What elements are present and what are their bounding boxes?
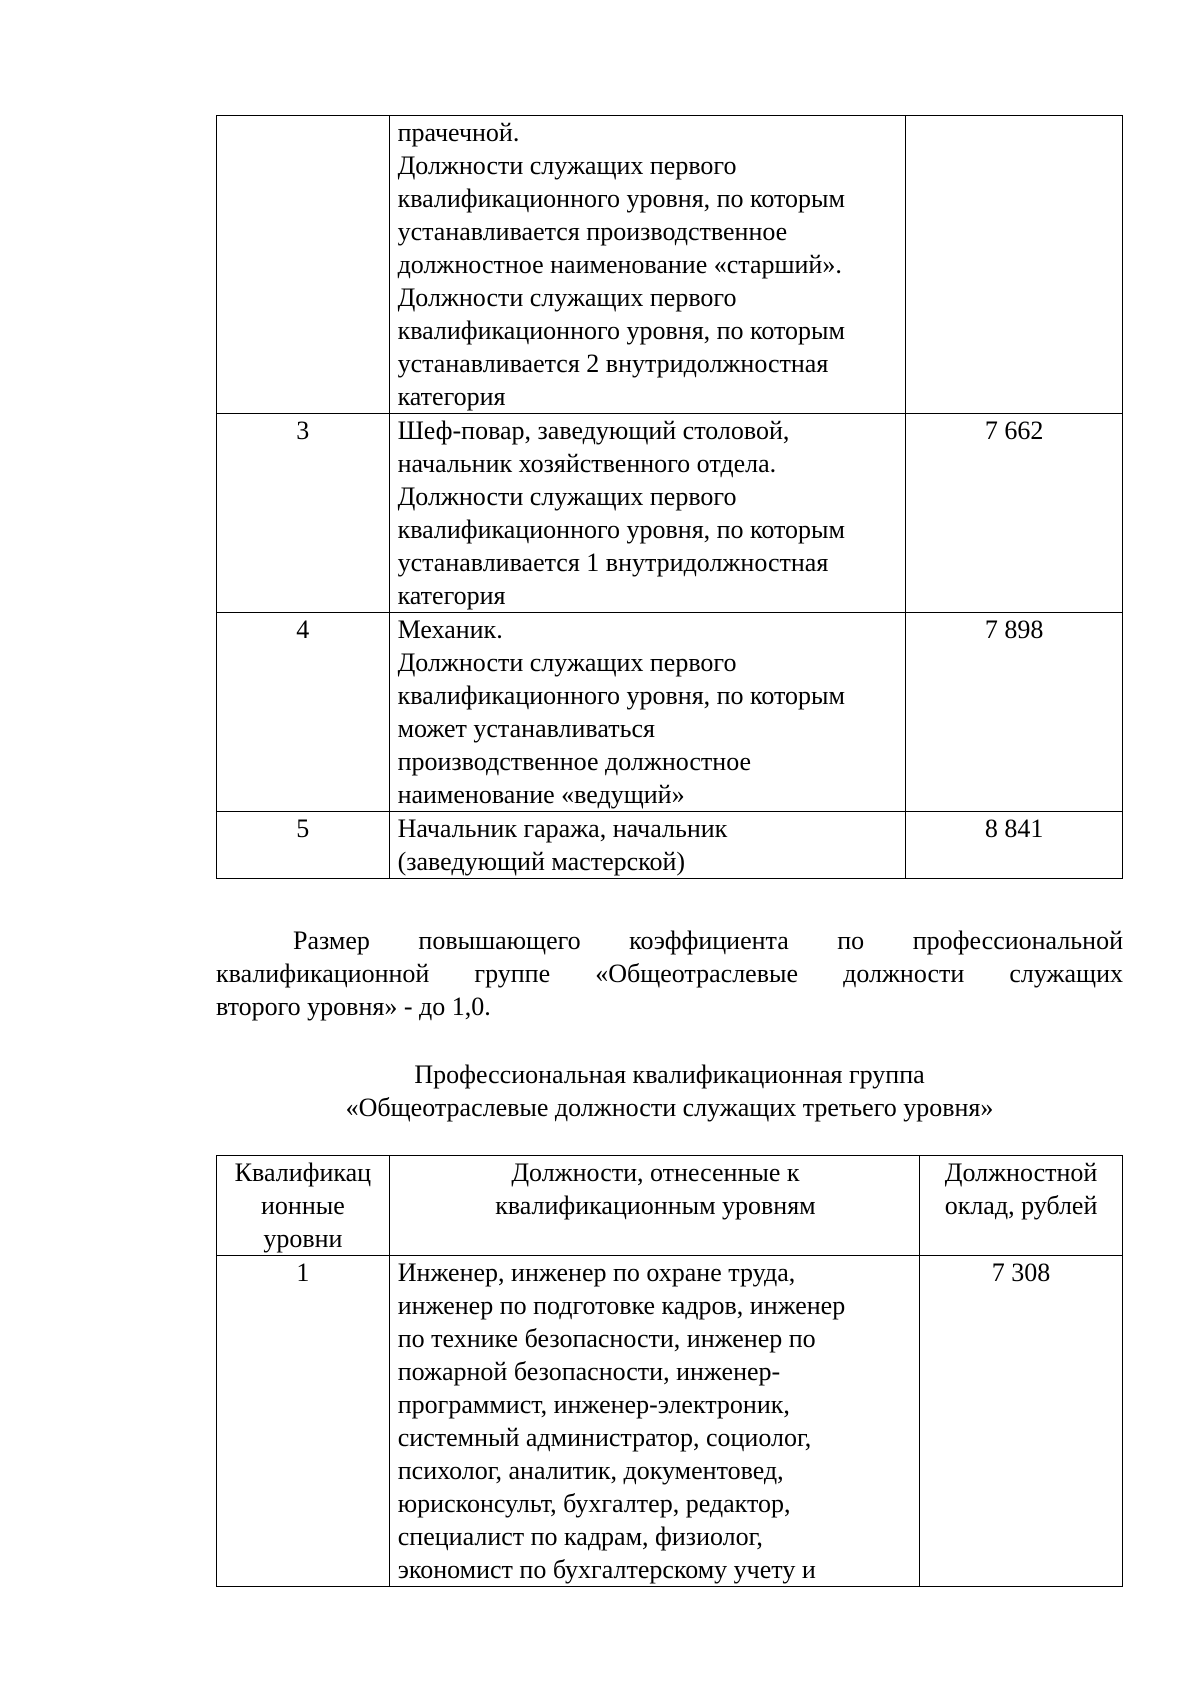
cell-line: производственное должностное [397, 747, 752, 776]
header-line: уровни [263, 1224, 343, 1253]
cell-line: квалификационного уровня, по которым [397, 681, 845, 710]
salary-cell: 7 662 [906, 414, 1123, 613]
cell-line: должностное наименование «старший». [397, 250, 842, 279]
header-line: Должностной [944, 1158, 1098, 1187]
header-line: Должности, отнесенные к [511, 1158, 800, 1187]
table-row [217, 613, 1123, 812]
header-salary [920, 1156, 1123, 1256]
cell-line: программист, инженер-электроник, [397, 1390, 790, 1419]
cell-line: категория [397, 581, 506, 610]
level-cell: 1 [217, 1256, 390, 1587]
cell-line: Должности служащих первого [397, 151, 737, 180]
cell-line: Шеф-повар, заведующий столовой, [397, 416, 790, 445]
salary-cell: 7 898 [906, 613, 1123, 812]
level-cell: 4 [217, 613, 390, 812]
cell-line: устанавливается 1 внутридолжностная [397, 548, 829, 577]
cell-line: по технике безопасности, инженер по [397, 1324, 816, 1353]
cell-line: Начальник гаража, начальник [397, 814, 728, 843]
positions-cell [389, 1256, 919, 1587]
cell-line: Должности служащих первого [397, 482, 737, 511]
cell-line: психолог, аналитик, документовед, [397, 1456, 784, 1485]
heading-line: Профессиональная квалификационная группа [414, 1060, 925, 1089]
cell-line: юрисконсульт, бухгалтер, редактор, [397, 1489, 791, 1518]
cell-line: устанавливается производственное [397, 217, 788, 246]
cell-line: квалификационного уровня, по которым [397, 184, 845, 213]
cell-line: (заведующий мастерской) [397, 847, 686, 876]
header-line: оклад, рублей [944, 1191, 1098, 1220]
paragraph-line: Размер повышающего коэффициента по профессиональной [293, 926, 1123, 955]
cell-line: Должности служащих первого [397, 283, 737, 312]
salary-cell: 8 841 [906, 812, 1123, 879]
cell-line: наименование «ведущий» [397, 780, 685, 809]
positions-cell [389, 116, 906, 414]
cell-line: инженер по подготовке кадров, инженер [397, 1291, 846, 1320]
heading-line: «Общеотраслевые должности служащих третьего уровня» [345, 1093, 994, 1122]
cell-line: квалификационного уровня, по которым [397, 316, 845, 345]
salary-table-second-level [216, 115, 1123, 879]
header-line: ионные [260, 1191, 345, 1220]
header-positions [389, 1156, 919, 1256]
positions-cell [389, 812, 906, 879]
cell-line: Механик. [397, 615, 503, 644]
salary-cell [906, 116, 1123, 414]
cell-line: может устанавливаться [397, 714, 655, 743]
section-heading [216, 1058, 1123, 1124]
cell-line: экономист по бухгалтерскому учету и [397, 1555, 816, 1584]
cell-line: специалист по кадрам, физиолог, [397, 1522, 763, 1551]
cell-line: категория [397, 382, 506, 411]
level-cell [217, 116, 390, 414]
level-cell: 5 [217, 812, 390, 879]
table-row [217, 116, 1123, 414]
cell-line: системный администратор, социолог, [397, 1423, 812, 1452]
paragraph-line: квалификационной группе «Общеотраслевые должности служащих [216, 959, 1123, 988]
table-row [217, 812, 1123, 879]
level-cell: 3 [217, 414, 390, 613]
header-line: Квалификац [234, 1158, 372, 1187]
positions-cell [389, 414, 906, 613]
header-line: квалификационным уровням [495, 1191, 816, 1220]
table-row [217, 1256, 1123, 1587]
positions-cell [389, 613, 906, 812]
table-row [217, 414, 1123, 613]
salary-table-third-level [216, 1155, 1123, 1587]
coefficient-paragraph [216, 924, 1123, 1023]
paragraph-line: второго уровня» - до 1,0. [216, 992, 491, 1021]
cell-line: Инженер, инженер по охране труда, [397, 1258, 796, 1287]
cell-line: Должности служащих первого [397, 648, 737, 677]
cell-line: квалификационного уровня, по которым [397, 515, 845, 544]
cell-line: пожарной безопасности, инженер- [397, 1357, 781, 1386]
salary-cell: 7 308 [920, 1256, 1123, 1587]
cell-line: прачечной. [397, 118, 520, 147]
cell-line: устанавливается 2 внутридолжностная [397, 349, 829, 378]
table-header-row [217, 1156, 1123, 1256]
cell-line: начальник хозяйственного отдела. [397, 449, 777, 478]
header-levels [217, 1156, 390, 1256]
